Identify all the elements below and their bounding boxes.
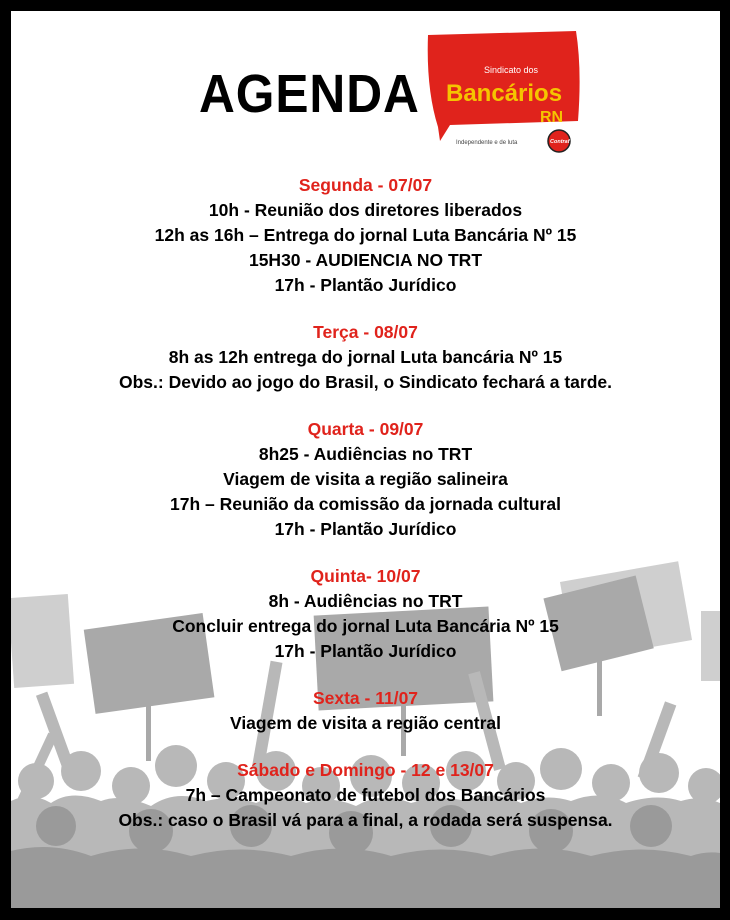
sindicato-bancarios-rn-logo <box>426 29 586 154</box>
day-block-thursday <box>11 564 720 664</box>
day-title: Segunda - 07/07 <box>298 175 433 195</box>
day-block-tuesday <box>11 320 720 395</box>
agenda-item: Concluir entrega do jornal Luta Bancária Nº 15 <box>172 616 559 636</box>
logo-main-text: Bancários <box>446 80 563 107</box>
agenda-list <box>11 173 720 855</box>
agenda-item: Viagem de visita a região salineira <box>223 469 508 489</box>
day-title: Quinta- 10/07 <box>310 566 421 586</box>
day-title: Sábado e Domingo - 12 e 13/07 <box>237 760 494 780</box>
day-block-monday <box>11 173 720 298</box>
agenda-item: 17h – Reunião da comissão da jornada cultural <box>170 494 561 514</box>
page-title: AGENDA <box>199 64 420 124</box>
agenda-item: 17h - Plantão Jurídico <box>274 275 457 295</box>
agenda-item: 15H30 - AUDIENCIA NO TRT <box>248 250 483 270</box>
agenda-item: 17h - Plantão Jurídico <box>274 519 457 539</box>
day-block-friday <box>11 686 720 736</box>
day-title: Terça - 08/07 <box>313 322 418 342</box>
agenda-item: 12h as 16h – Entrega do jornal Luta Bancária Nº 15 <box>154 225 577 245</box>
logo-region-text: RN <box>540 109 564 126</box>
agenda-item: Obs.: Devido ao jogo do Brasil, o Sindicato fechará a tarde. <box>118 372 613 392</box>
agenda-item: 17h - Plantão Jurídico <box>274 641 457 661</box>
poster-panel <box>11 11 720 908</box>
day-block-wednesday <box>11 417 720 542</box>
agenda-item: 8h25 - Audiências no TRT <box>258 444 473 464</box>
agenda-item: 7h – Campeonato de futebol dos Bancários <box>185 785 546 805</box>
agenda-item: Obs.: caso o Brasil vá para a final, a rodada será suspensa. <box>118 810 613 830</box>
agenda-item: 8h - Audiências no TRT <box>268 591 463 611</box>
agenda-item: 10h - Reunião dos diretores liberados <box>208 200 523 220</box>
day-title: Quarta - 09/07 <box>307 419 424 439</box>
agenda-item: 8h as 12h entrega do jornal Luta bancária Nº 15 <box>168 347 563 367</box>
logo-tagline: Independente e de luta <box>456 140 518 146</box>
agenda-item: Viagem de visita a região central <box>229 713 502 733</box>
logo-small-text: Sindicato dos <box>484 65 539 75</box>
day-block-weekend <box>11 758 720 833</box>
contraf-badge-text: Contraf <box>550 139 570 145</box>
day-title: Sexta - 11/07 <box>312 688 419 708</box>
